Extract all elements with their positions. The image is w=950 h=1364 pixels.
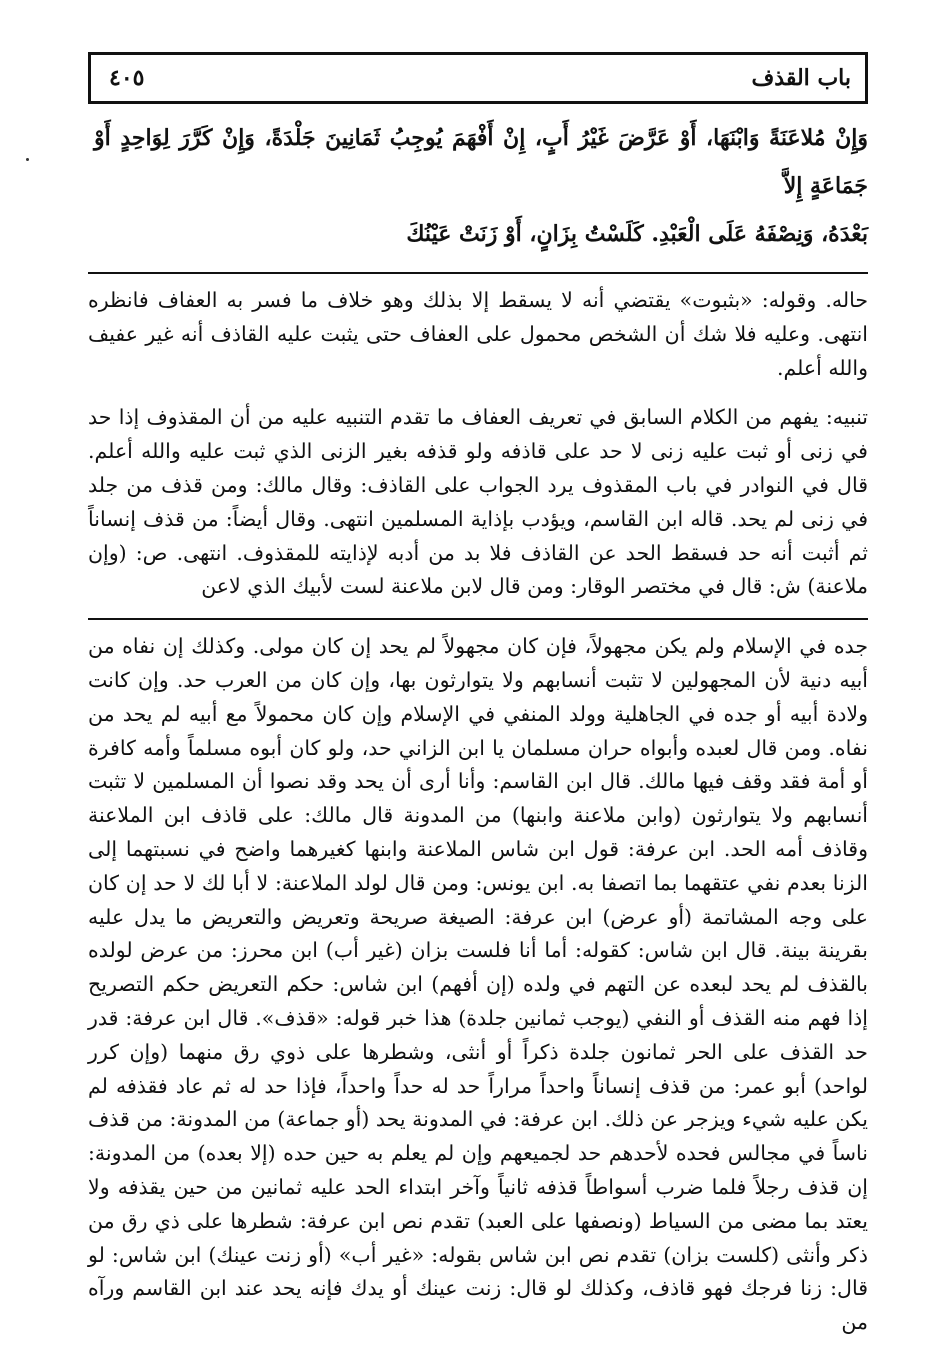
commentary-section-2 xyxy=(88,630,868,1340)
paragraph-gap xyxy=(88,385,868,401)
running-header xyxy=(88,52,868,104)
commentary-section-1 xyxy=(88,284,868,604)
page-number: ٤٠٥ xyxy=(109,65,145,91)
section-divider-2 xyxy=(88,618,868,620)
commentary-paragraph-2: تنبيه: يفهم من الكلام السابق في تعريف العفاف ما تقدم التنبيه عليه من أن المقذوف إذا حد في زنى أو ثبت عليه زنى لا حد على قاذفه ولو قذفه بغير الزنى الذي ثبت عليه والله أعلم. قال في النوادر في باب المقذوف يرد الجواب على القاذف: وقال مالك: ومن قذف من جلد في زنى لم يحد. قاله ابن القاسم، ويؤدب بإذاية المسلمين انتهى. وقال أيضاً: من قذف إنساناً ثم أثبت أنه حد فسقط الحد عن القاذف فلا بد من أدبه لإذايته للمقذوف. انتهى. ص: (وإن ملاعنة) ش: قال في مختصر الوقار: ومن قال لابن ملاعنة لست لأبيك الذي لاعن xyxy=(88,405,868,599)
main-text xyxy=(88,114,868,258)
scan-speck xyxy=(26,158,29,161)
page xyxy=(88,52,868,1340)
main-text-line-2: بَعْدَهُ، وَنِصْفَهُ عَلَى الْعَبْدِ. كَلَسْتُ بِزَانٍ، أَوْ زَنَتْ عَيْنُكَ xyxy=(406,221,868,247)
chapter-title: باب القذف xyxy=(751,65,851,91)
main-text-line-1: وَإِنْ مُلاعَنَةً وَابْنَهَا، أَوْ عَرَّضَ غَيْرُ أَبٍ، إِنْ أَفْهَمَ يُوجِبُ ثَمَانِينَ جَلْدَةً، وَإِنْ كَرَّرَ لِوَاحِدٍ أَوْ جَمَاعَةٍ إِلاَّ xyxy=(94,125,868,199)
commentary-paragraph-3: جده في الإسلام ولم يكن مجهولاً، فإن كان مجهولاً لم يحد إن كان مولى. وكذلك إن نفاه من أبيه دنية لأن المجهولين لا تثبت أنسابهم ولا يتوارثون بها، وإن كان من العرب حد. وإن كانت ولادة أبيه أو جده في الجاهلية وولد المنفي في الإسلام وإن كان محمولاً مع أبيه لم يحد من نفاه. ومن قال لعبده وأبواه حران مسلمان يا ابن الزاني حد، ولو كان أبوه مسلماً وأمه كافرة أو أمة فقد وقف فيها مالك. قال ابن القاسم: وأنا أرى أن يحد وقد نصوا أن المسلمين لا تثبت أنسابهم ولا يتوارثون (وابن ملاعنة وابنها) من المدونة قال مالك: على قاذف ابن الملاعنة وقاذف أمه الحد. ابن عرفة: قول ابن شاس الملاعنة وابنها كغيرهما واضح في نسبتهما إلى الزنا بعدم نفي عتقهما بما اتصفا به. ابن يونس: ومن قال لولد الملاعنة: لا أبا لك لا حد إن كان على وجه المشاتمة (أو عرض) ابن عرفة: الصيغة صريحة وتعريض والتعريض ما يدل عليه بقرينة بينة. قال ابن شاس: كقوله: أما أنا فلست بزان (غير أب) ابن محرز: من عرض لولده بالقذف لم يحد لبعده عن التهم في ولده (إن أفهم) ابن شاس: حكم التعريض حكم التصريح إذا فهم منه القذف أو النفي (يوجب ثمانين جلدة) هذا خبر قوله: «قذف». قال ابن عرفة: قدر حد القذف على الحر ثمانون جلدة ذكراً أو أنثى، وشطرها على ذوي رق منهما (وإن كرر لواحد) أبو عمر: من قذف إنساناً واحداً مراراً حد له حداً واحداً، فإذا حد له ثم عاد فقذفه لم يكن عليه شيء ويزجر عن ذلك. ابن عرفة: في المدونة يحد (أو جماعة) من المدونة: من قذف ناساً في مجالس فحده لأحدهم حد لجميعهم وإن لم يعلم به حين حده (إلا بعده) من المدونة: إن قذف رجلاً فلما ضرب أسواطاً قذفه ثانياً وآخر ابتداء الحد عليه ثمانين من حين يقذفه ولا يعتد بما مضى من السياط (ونصفها على العبد) تقدم نص ابن عرفة: شطرها على ذي رق من ذكر وأنثى (كلست بزان) تقدم نص ابن شاس بقوله: «غير أب» (أو زنت عينك) ابن شاس: لو قال: زنا فرجك فهو قاذف، وكذلك لو قال: زنت عينك أو يدك فإنه يحد عند ابن القاسم ورآه من xyxy=(88,634,868,1335)
commentary-paragraph-1: حاله. وقوله: «بثبوت» يقتضي أنه لا يسقط إلا بذلك وهو خلاف ما فسر به العفاف فانظره انتهى. وعليه فلا شك أن الشخص محمول على العفاف حتى يثبت عليه القاذف أنه غير عفيف والله أعلم. xyxy=(88,288,868,380)
section-divider-1 xyxy=(88,272,868,274)
